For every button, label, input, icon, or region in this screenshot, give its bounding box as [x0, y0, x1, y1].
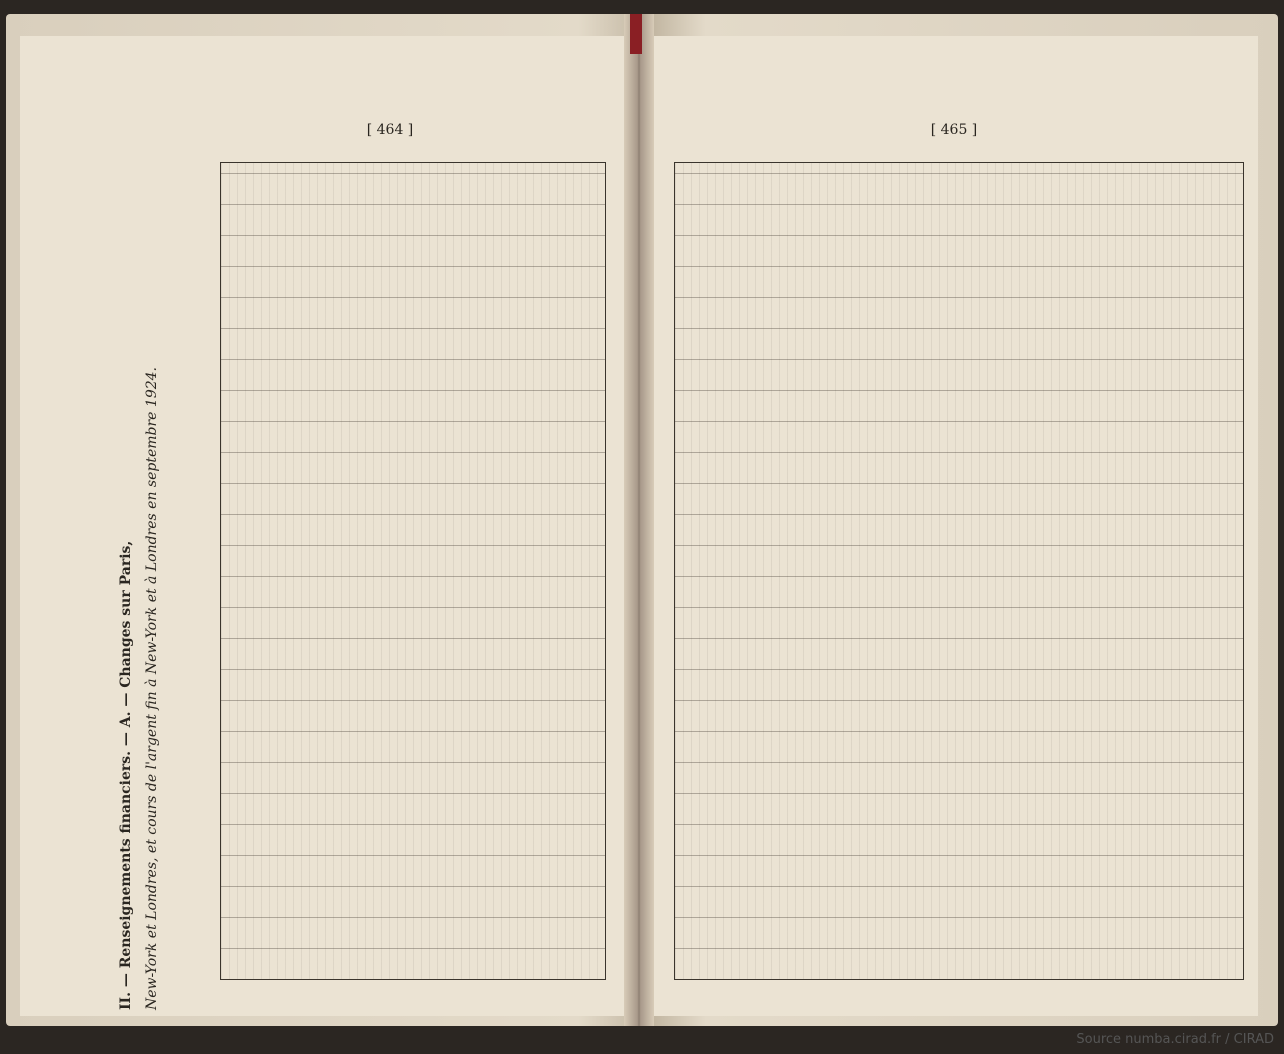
section-subtitle: New-York et Londres, et cours de l'argent fin à New-York et à Londres en septembre 1924.	[144, 366, 160, 1010]
page-number: [ 465 ]	[930, 122, 978, 138]
source-credit: Source numba.cirad.fr / CIRAD	[1076, 1032, 1274, 1047]
right-page	[654, 36, 1258, 1016]
section-title: II. — Renseignements financiers. — A. — Changes sur Paris,	[118, 540, 134, 1010]
left-page	[20, 36, 624, 1016]
bookmark-ribbon	[630, 14, 642, 54]
book-spine	[624, 14, 654, 1026]
open-book	[6, 14, 1278, 1026]
page-number: [ 464 ]	[366, 122, 414, 138]
exchange-rate-table-continued	[674, 162, 1244, 980]
exchange-rate-table	[220, 162, 606, 980]
